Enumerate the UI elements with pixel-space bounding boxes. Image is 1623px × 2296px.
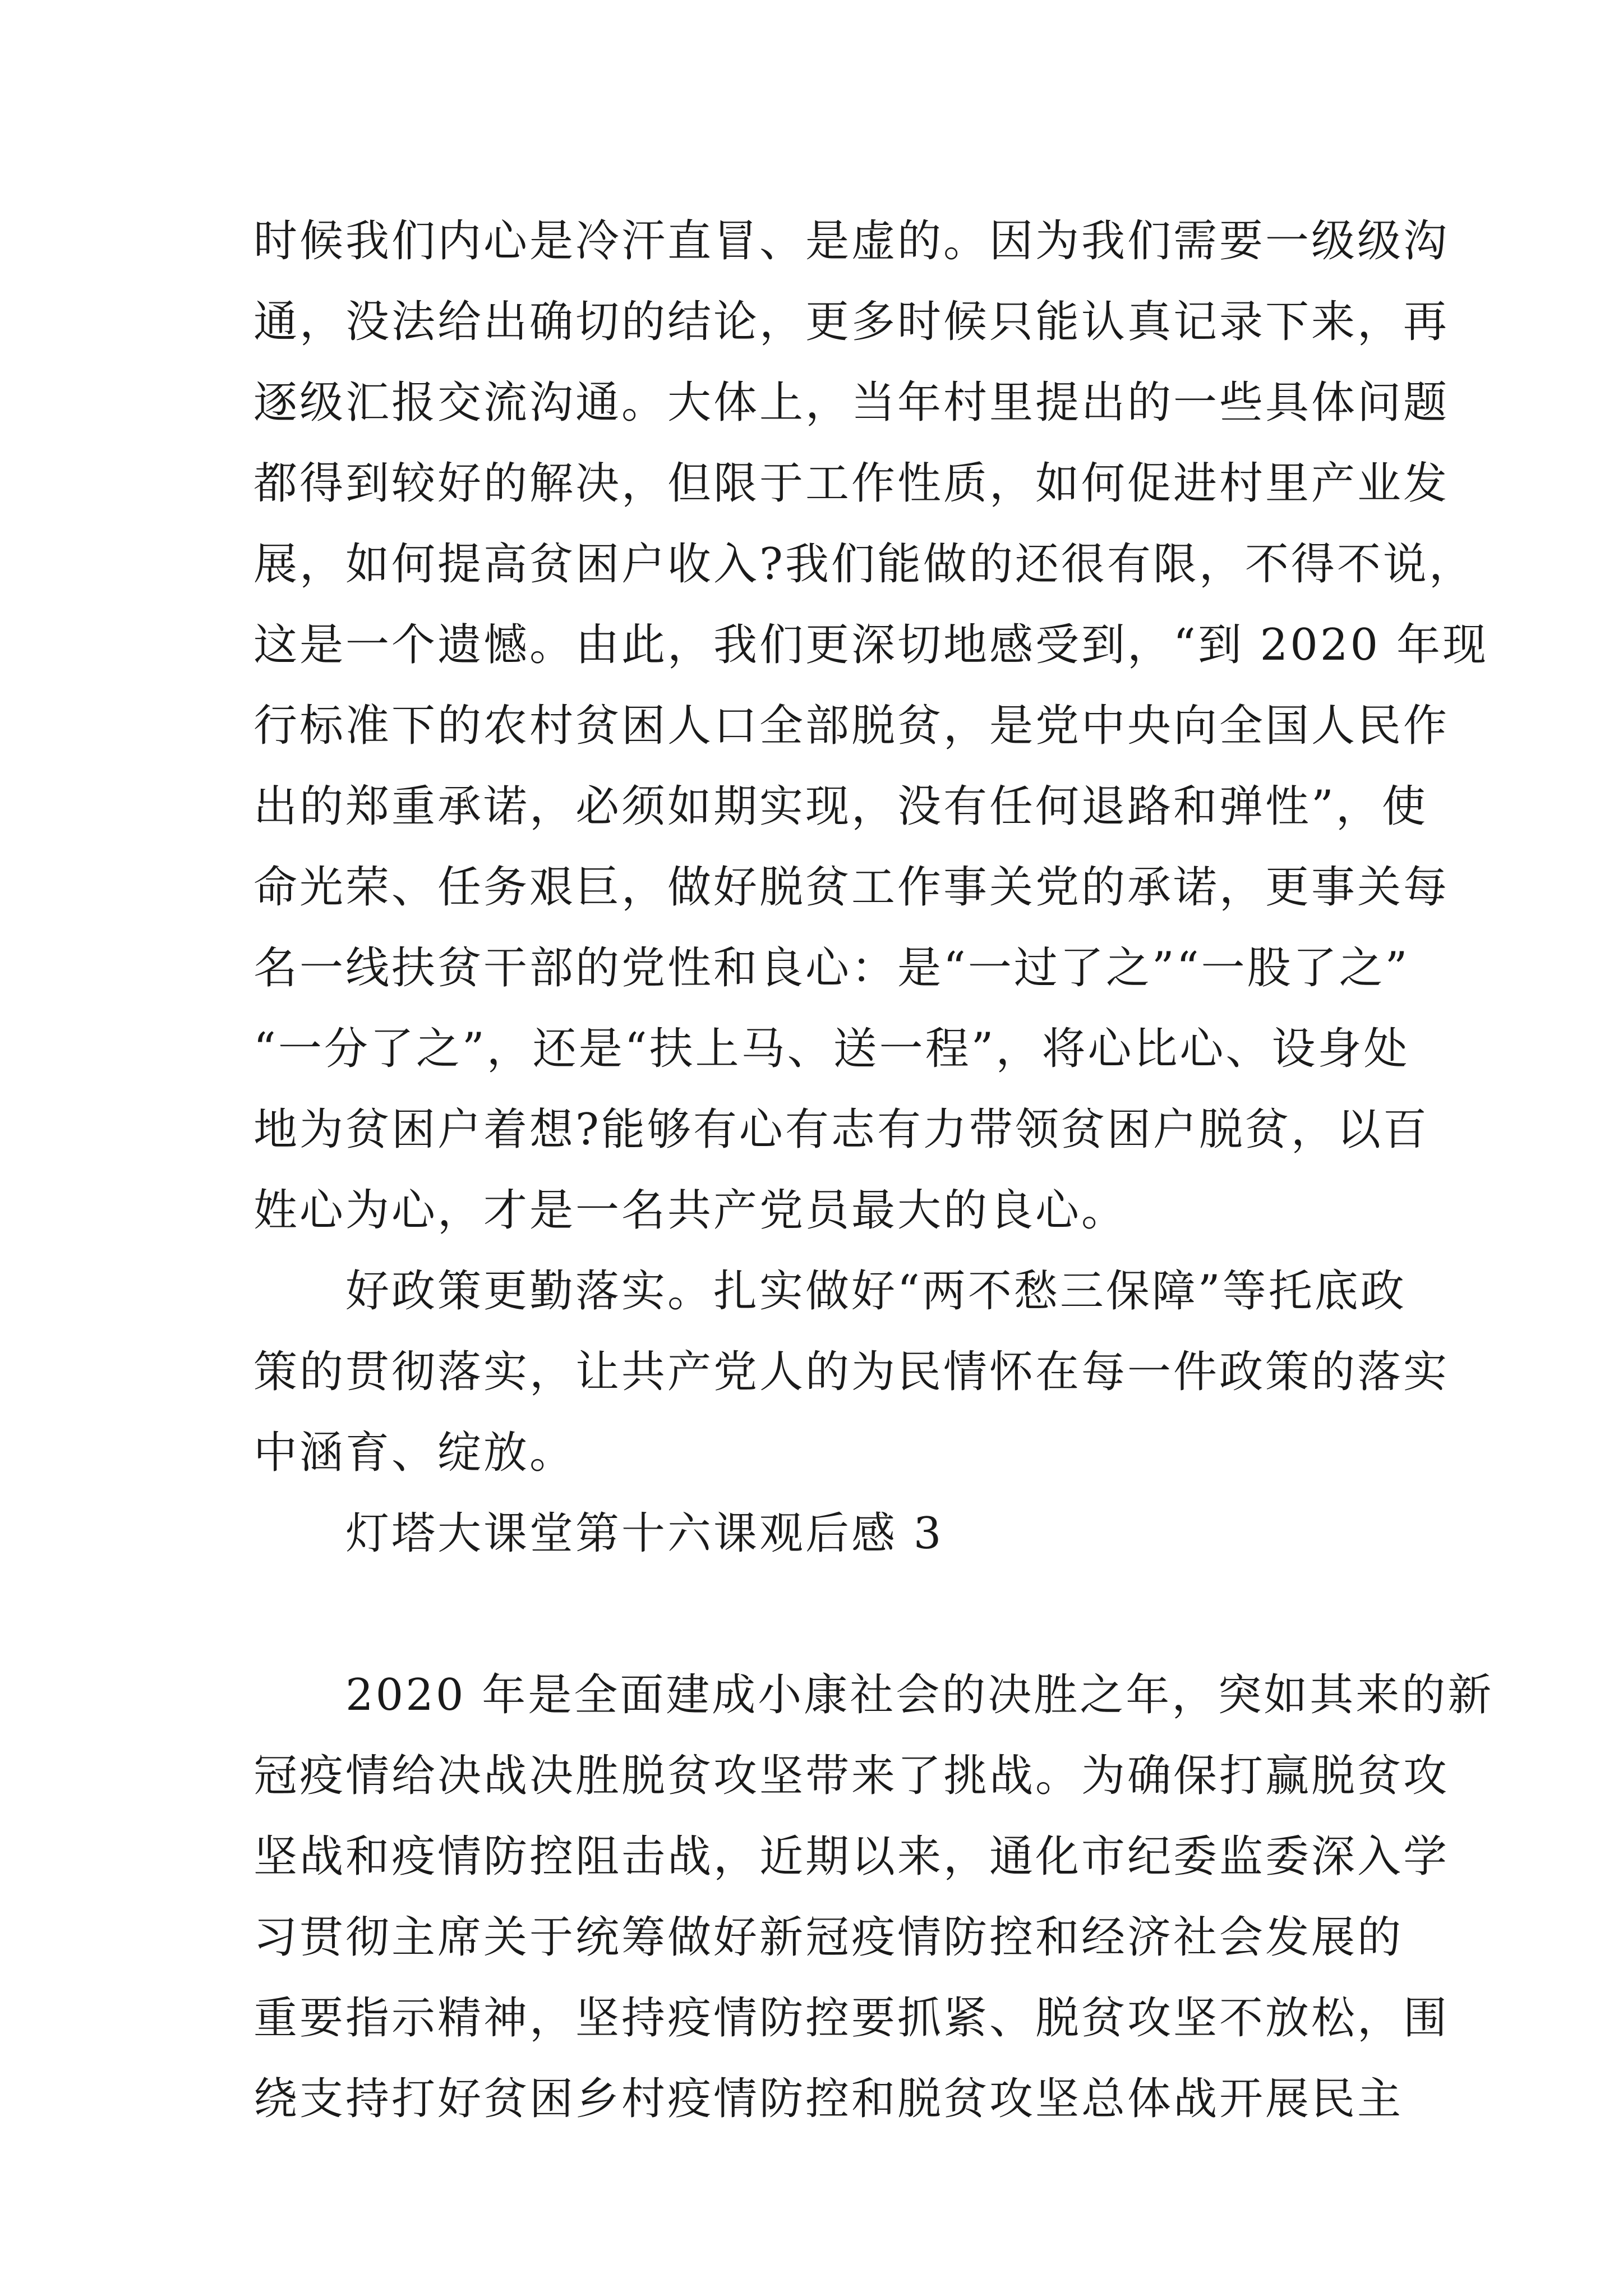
text-line: 冠疫情给决战决胜脱贫攻坚带来了挑战。为确保打赢脱贫攻: [253, 1751, 1450, 1801]
text-line: 习贯彻主席关于统筹做好新冠疫情防控和经济社会发展的: [253, 1912, 1404, 1963]
text-line: 这是一个遗憾。由此，我们更深切地感受到，“到 2020 年现: [253, 620, 1488, 670]
text-line: 出的郑重承诺，必须如期实现，没有任何退路和弹性”，使: [253, 781, 1428, 832]
text-line: 中涵育、绽放。: [253, 1428, 576, 1478]
text-line: 策的贯彻落实，让共产党人的为民情怀在每一件政策的落实: [253, 1347, 1450, 1397]
text-line: 2020 年是全面建成小康社会的决胜之年，突如其来的新: [253, 1670, 1494, 1720]
text-line: 名一线扶贫干部的党性和良心：是“一过了之”“一股了之”: [253, 943, 1410, 993]
text-line: 时候我们内心是冷汗直冒、是虚的。因为我们需要一级级沟: [253, 216, 1450, 266]
text-line: 通，没法给出确切的结论，更多时候只能认真记录下来，再: [253, 297, 1450, 347]
text-line: 行标准下的农村贫困人口全部脱贫，是党中央向全国人民作: [253, 701, 1450, 751]
text-line: 绕支持打好贫困乡村疫情防控和脱贫攻坚总体战开展民主: [253, 2074, 1404, 2124]
text-line: “一分了之”，还是“扶上马、送一程”，将心比心、设身处: [253, 1024, 1410, 1074]
text-line: 展，如何提高贫困户收入?我们能做的还很有限，不得不说，: [253, 539, 1475, 590]
text-line: 坚战和疫情防控阻击战，近期以来，通化市纪委监委深入学: [253, 1832, 1450, 1882]
text-line: 逐级汇报交流沟通。大体上，当年村里提出的一些具体问题: [253, 378, 1450, 428]
text-line: 好政策更勤落实。扎实做好“两不愁三保障”等托底政: [253, 1266, 1407, 1317]
section-heading: 灯塔大课堂第十六课观后感 3: [253, 1508, 944, 1559]
paragraph-2: [253, 1251, 1450, 1493]
document-body: [253, 201, 1494, 2139]
text-line: 姓心为心，才是一名共产党员最大的良心。: [253, 1185, 1128, 1236]
paragraph-3: [253, 1655, 1494, 2139]
text-line: 地为贫困户着想?能够有心有志有力带领贫困户脱贫，以百: [253, 1105, 1429, 1155]
text-line: 重要指示精神，坚持疫情防控要抓紧、脱贫攻坚不放松，围: [253, 1993, 1450, 2044]
blank-line: [253, 1574, 1381, 1655]
text-line: 命光荣、任务艰巨，做好脱贫工作事关党的承诺，更事关每: [253, 862, 1450, 913]
text-line: 都得到较好的解决，但限于工作性质，如何促进村里产业发: [253, 458, 1450, 509]
paragraph-1: [253, 201, 1488, 1251]
